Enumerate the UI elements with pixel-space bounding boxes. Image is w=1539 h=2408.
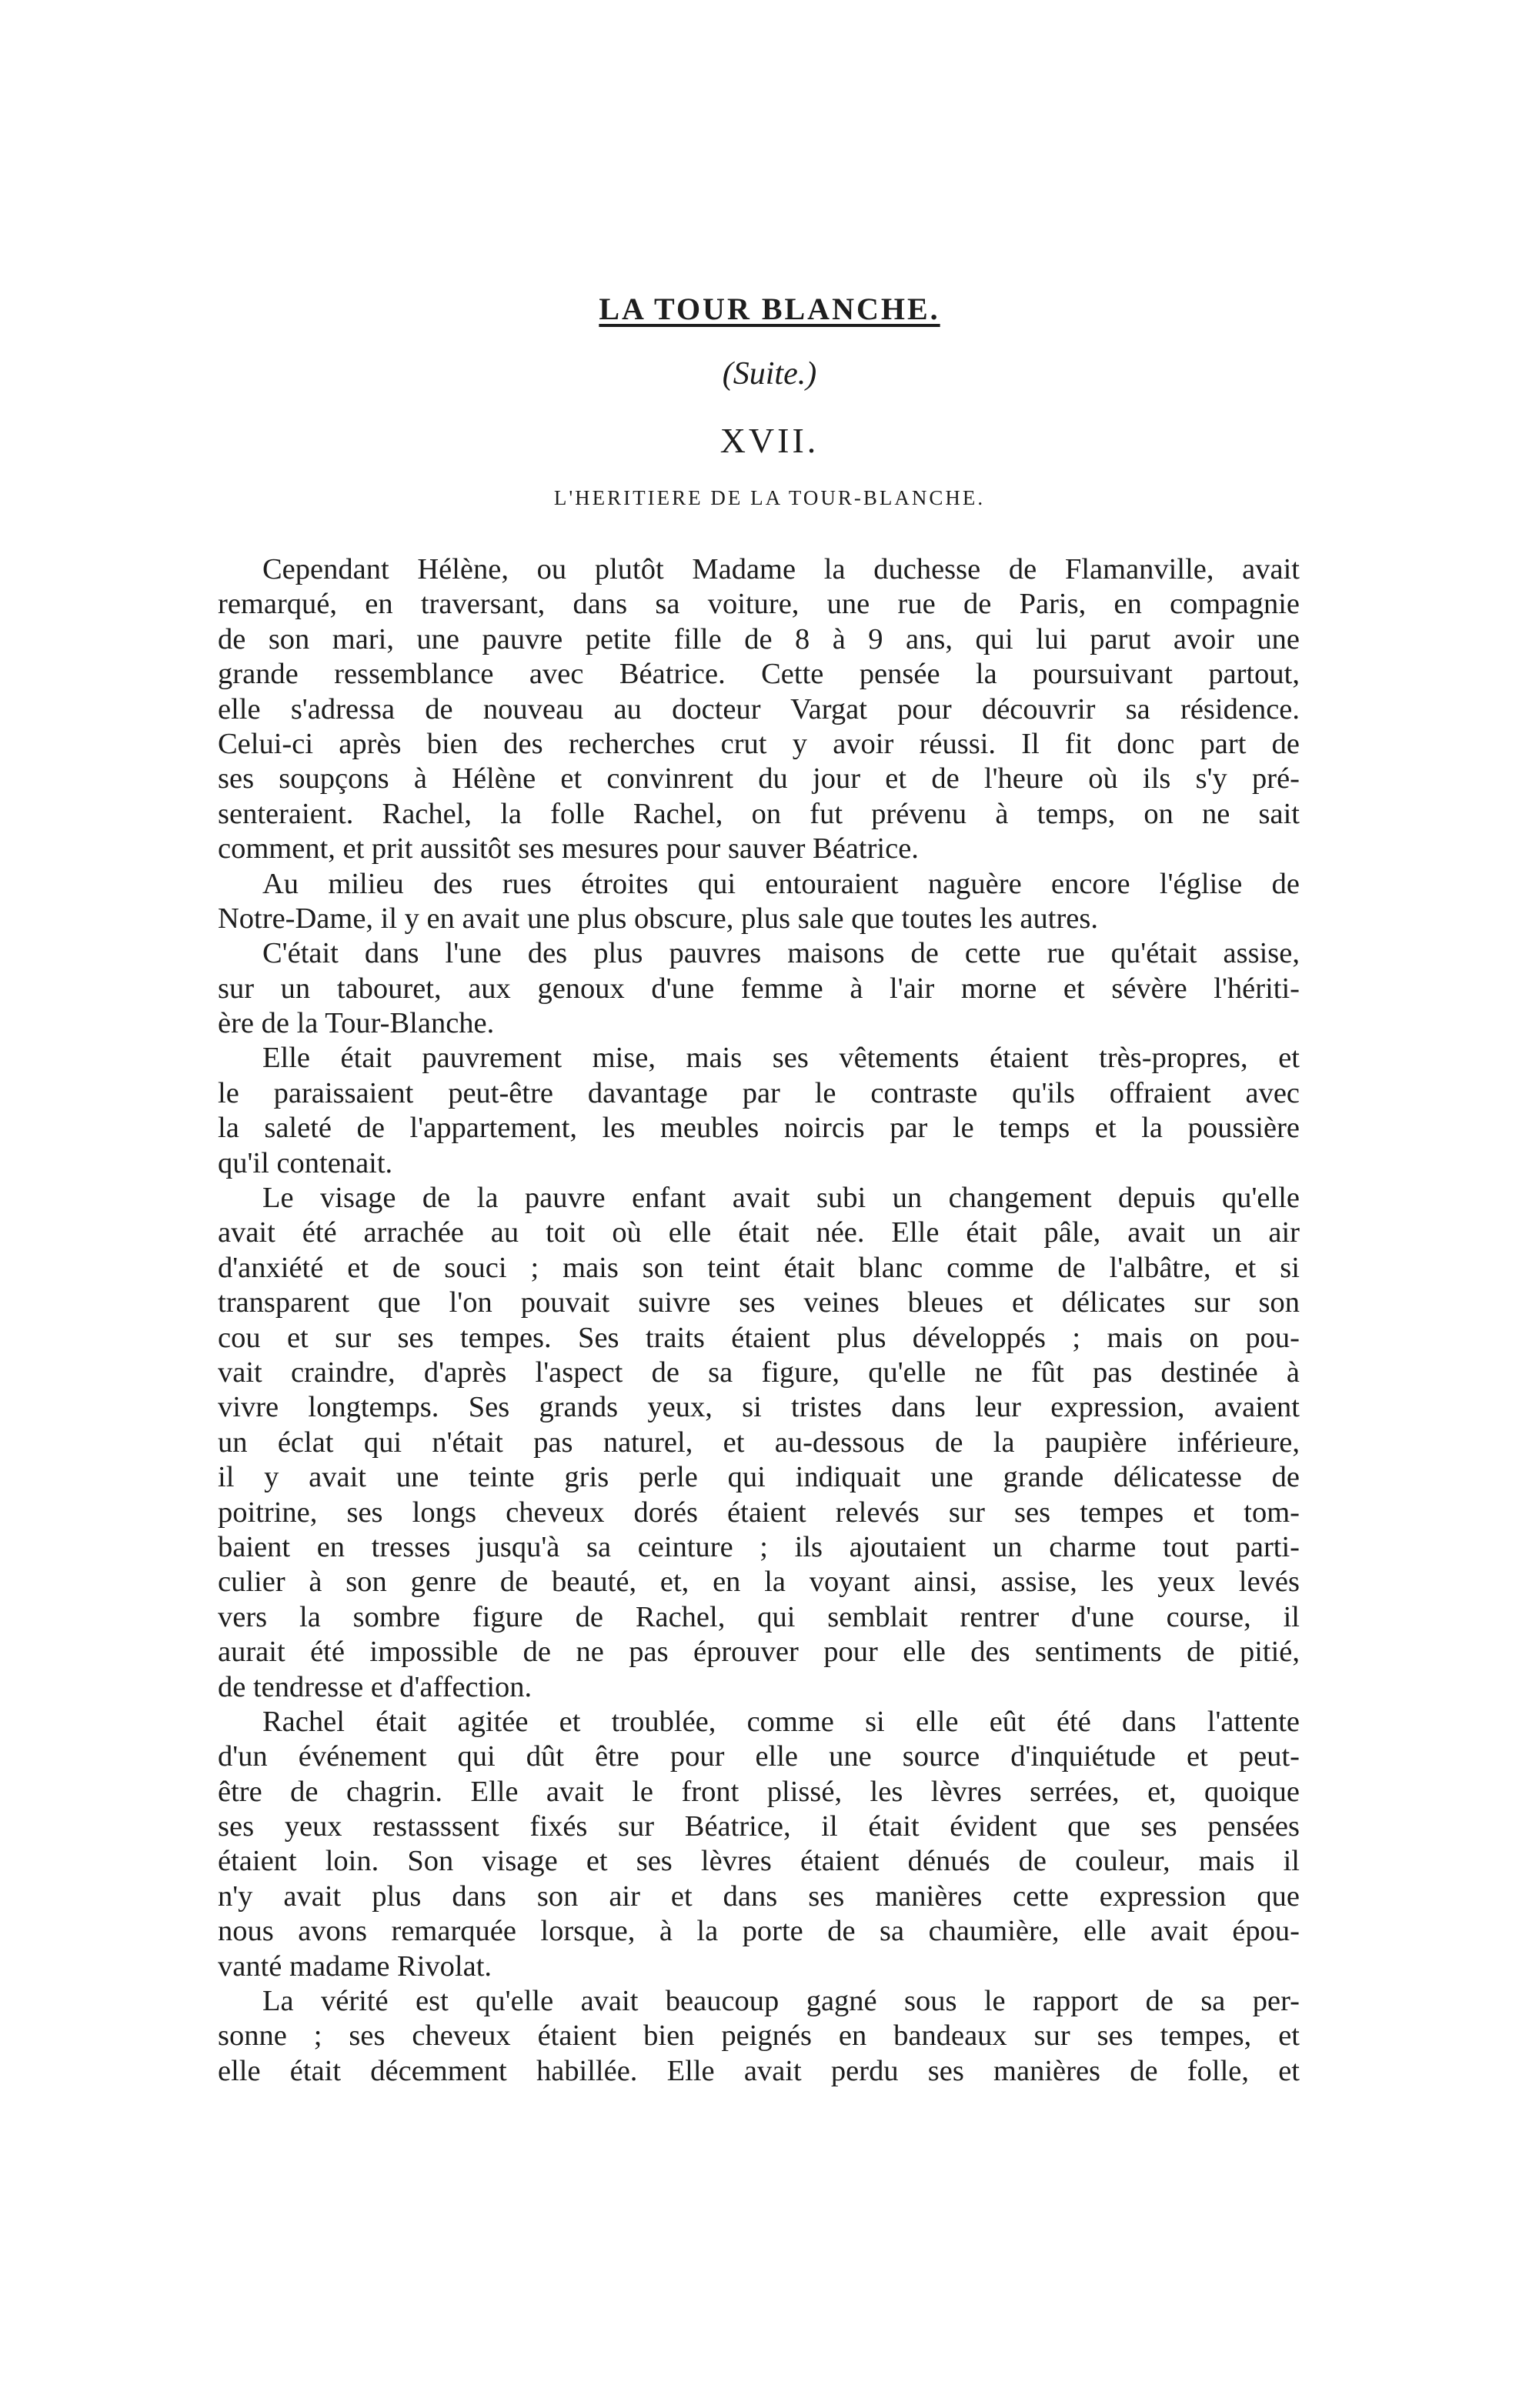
text-line: étaient loin. Son visage et ses lèvres étaient dénués de couleur, mais il: [218, 1845, 1300, 1878]
text-line: d'un événement qui dût être pour elle une source d'inquiétude et peut-: [218, 1740, 1300, 1773]
text-line: vers la sombre figure de Rachel, qui semblait rentrer d'une course, il: [218, 1600, 1300, 1633]
text-line: être de chagrin. Elle avait le front plissé, les lèvres serrées, et, quoique: [218, 1775, 1300, 1808]
text-line: vanté madame Rivolat.: [218, 1949, 492, 1983]
text-line: qu'il contenait.: [218, 1146, 393, 1179]
text-line: le paraissaient peut-être davantage par le contraste qu'ils offraient avec: [218, 1076, 1300, 1109]
text-line: n'y avait plus dans son air et dans ses manières cette expression que: [218, 1879, 1300, 1913]
page-title: LA TOUR BLANCHE.: [599, 292, 940, 326]
text-line: Cependant Hélène, ou plutôt Madame la duchesse de Flamanville, avait: [262, 553, 1300, 585]
text-line: elle s'adressa de nouveau au docteur Vargat pour découvrir sa résidence.: [218, 692, 1300, 725]
text-line: culier à son genre de beauté, et, en la voyant ainsi, assise, les yeux levés: [218, 1566, 1300, 1599]
text-line: de son mari, une pauvre petite fille de 8 à 9 ans, qui lui parut avoir une: [218, 622, 1300, 655]
text-line: Au milieu des rues étroites qui entouraient naguère encore l'église de: [262, 867, 1300, 900]
text-line: Notre-Dame, il y en avait une plus obscure, plus sale que toutes les autres.: [218, 902, 1098, 935]
chapter-title: L'HERITIERE DE LA TOUR-BLANCHE.: [553, 486, 986, 509]
text-line: elle était décemment habillée. Elle avait perdu ses manières de folle, et: [218, 2054, 1300, 2087]
text-line: nous avons remarquée lorsque, à la porte de sa chaumière, elle avait épou-: [218, 1915, 1300, 1948]
text-line: il y avait une teinte gris perle qui indiquait une grande délicatesse de: [218, 1461, 1300, 1494]
text-line: sur un tabouret, aux genoux d'une femme à l'air morne et sévère l'hériti-: [218, 972, 1300, 1005]
text-line: cou et sur ses tempes. Ses traits étaient plus développés ; mais on pou-: [218, 1321, 1300, 1354]
body-text: [218, 552, 1300, 2089]
text-line: avait été arrachée au toit où elle était née. Elle était pâle, avait un air: [218, 1216, 1300, 1249]
text-line: de tendresse et d'affection.: [218, 1670, 532, 1703]
text-line: transparent que l'on pouvait suivre ses veines bleues et délicates sur son: [218, 1286, 1300, 1319]
text-line: comment, et prit aussitôt ses mesures pour sauver Béatrice.: [218, 832, 919, 865]
text-line: Rachel était agitée et troublée, comme si elle eût été dans l'attente: [262, 1705, 1300, 1738]
text-line: remarqué, en traversant, dans sa voiture, une rue de Paris, en compagnie: [218, 588, 1300, 621]
text-line: Celui-ci après bien des recherches crut y avoir réussi. Il fit donc part de: [218, 727, 1300, 760]
text-line: ses soupçons à Hélène et convinrent du jour et de l'heure où ils s'y pré-: [218, 762, 1300, 795]
text-line: un éclat qui n'était pas naturel, et au-dessous de la paupière inférieure,: [218, 1426, 1300, 1459]
text-line: sonne ; ses cheveux étaient bien peignés en bandeaux sur ses tempes, et: [218, 2019, 1300, 2053]
text-line: La vérité est qu'elle avait beaucoup gagné sous le rapport de sa per-: [262, 1985, 1300, 2018]
text-line: senteraient. Rachel, la folle Rachel, on fut prévenu à temps, on ne sait: [218, 797, 1300, 830]
text-line: vivre longtemps. Ses grands yeux, si tristes dans leur expression, avaient: [218, 1391, 1300, 1424]
text-line: ses yeux restasssent fixés sur Béatrice, il était évident que ses pensées: [218, 1810, 1300, 1843]
page-subtitle: (Suite.): [722, 356, 817, 392]
text-line: C'était dans l'une des plus pauvres maisons de cette rue qu'était assise,: [262, 937, 1300, 970]
text-line: baient en tresses jusqu'à sa ceinture ; ils ajoutaient un charme tout parti-: [218, 1530, 1300, 1563]
text-line: ère de la Tour-Blanche.: [218, 1007, 495, 1040]
text-line: la saleté de l'appartement, les meubles noircis par le temps et la poussière: [218, 1112, 1300, 1145]
chapter-number: XVII.: [719, 421, 820, 460]
text-line: Le visage de la pauvre enfant avait subi un changement depuis qu'elle: [262, 1182, 1300, 1215]
text-line: d'anxiété et de souci ; mais son teint était blanc comme de l'albâtre, et si: [218, 1251, 1300, 1284]
text-line: vait craindre, d'après l'aspect de sa figure, qu'elle ne fût pas destinée à: [218, 1356, 1300, 1389]
text-line: Elle était pauvrement mise, mais ses vêtements étaient très-propres, et: [262, 1042, 1300, 1075]
text-line: grande ressemblance avec Béatrice. Cette pensée la poursuivant partout,: [218, 658, 1300, 691]
text-line: aurait été impossible de ne pas éprouver pour elle des sentiments de pitié,: [218, 1636, 1300, 1669]
text-line: poitrine, ses longs cheveux dorés étaient relevés sur ses tempes et tom-: [218, 1496, 1300, 1529]
